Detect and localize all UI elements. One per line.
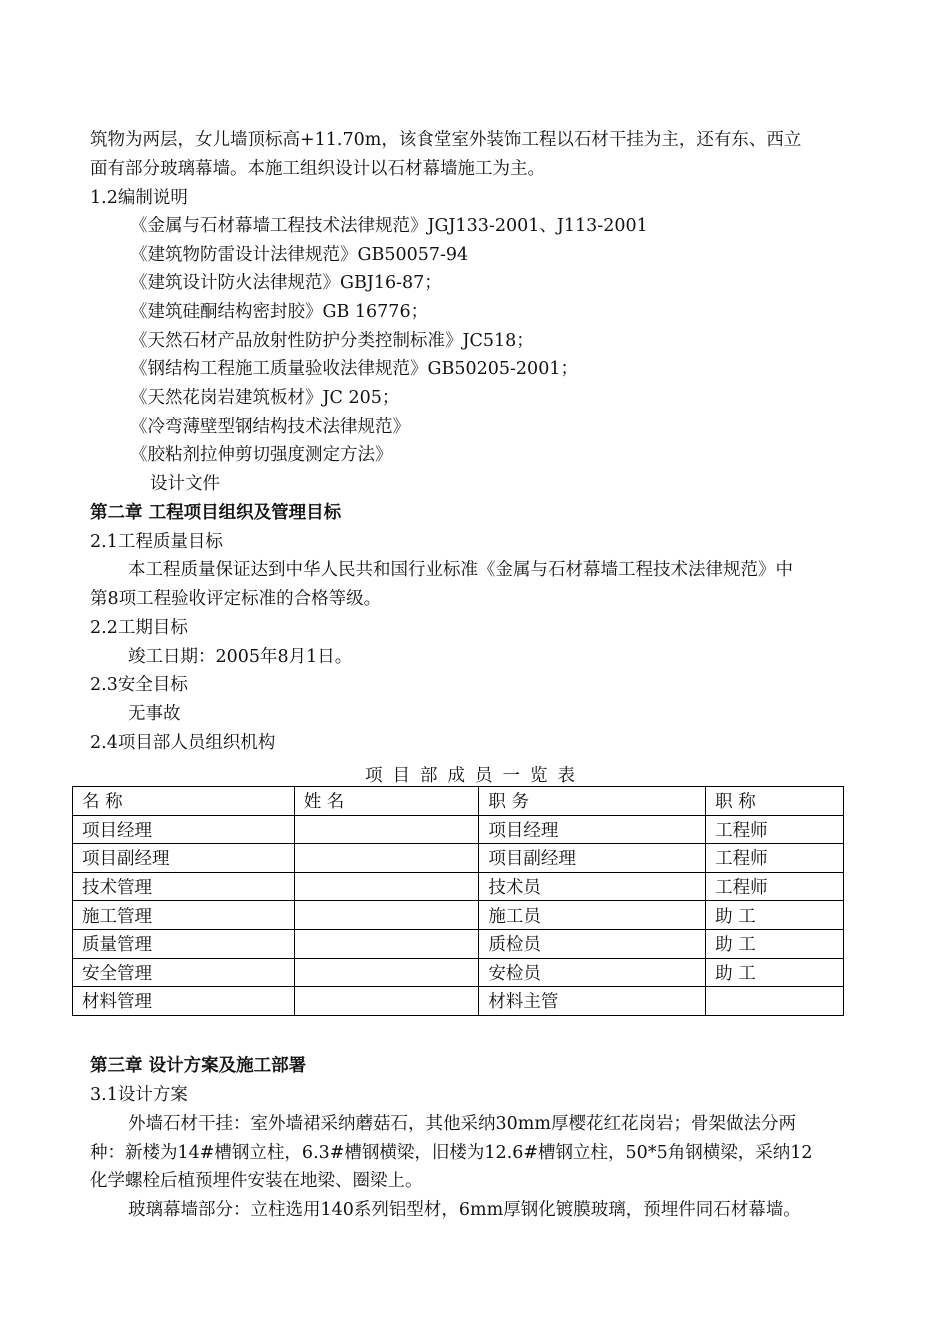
table-cell bbox=[294, 815, 479, 844]
table-cell: 项目经理 bbox=[479, 815, 706, 844]
table-row bbox=[73, 815, 844, 844]
table-row bbox=[73, 872, 844, 901]
table-cell bbox=[294, 901, 479, 930]
table-cell bbox=[294, 929, 479, 958]
table-row bbox=[73, 958, 844, 987]
paragraph-line: 无事故 bbox=[128, 704, 181, 724]
section-heading: 2.1工程质量目标 bbox=[90, 532, 223, 552]
table-row bbox=[73, 901, 844, 930]
paragraph-line: 筑物为两层，女儿墙顶标高+11.70m，该食堂室外装饰工程以石材干挂为主，还有东、西立 bbox=[90, 130, 802, 150]
reference-item: 《胶粘剂拉伸剪切强度测定方法》 bbox=[130, 445, 393, 465]
table-cell bbox=[294, 844, 479, 873]
table-cell bbox=[294, 958, 479, 987]
table-cell: 施工员 bbox=[479, 901, 706, 930]
paragraph-line: 外墙石材干挂：室外墙裙采纳蘑菇石，其他采纳30mm厚樱花红花岗岩；骨架做法分两 bbox=[128, 1114, 796, 1134]
table-cell: 安全管理 bbox=[73, 958, 295, 987]
table-header-row bbox=[73, 787, 844, 816]
reference-item: 《天然石材产品放射性防护分类控制标准》JC518； bbox=[130, 331, 534, 351]
table-cell: 工程师 bbox=[706, 815, 844, 844]
section-heading: 2.3安全目标 bbox=[90, 675, 188, 695]
table-cell: 材料管理 bbox=[73, 987, 295, 1016]
reference-item: 《钢结构工程施工质量验收法律规范》GB50205-2001； bbox=[130, 359, 578, 379]
section-heading: 2.2工期目标 bbox=[90, 618, 188, 638]
reference-item: 《冷弯薄壁型钢结构技术法律规范》 bbox=[130, 417, 410, 437]
table-cell: 安检员 bbox=[479, 958, 706, 987]
table-cell: 助 工 bbox=[706, 901, 844, 930]
table-cell: 工程师 bbox=[706, 844, 844, 873]
paragraph-line: 种：新楼为14#槽钢立柱，6.3#槽钢横梁，旧楼为12.6#槽钢立柱，50*5角钢横梁，采纳12 bbox=[90, 1143, 813, 1163]
section-heading: 3.1设计方案 bbox=[90, 1085, 188, 1105]
table-cell: 助 工 bbox=[706, 929, 844, 958]
reference-item: 《金属与石材幕墙工程技术法律规范》JGJ133-2001、J113-2001 bbox=[130, 216, 648, 236]
paragraph-line: 本工程质量保证达到中华人民共和国行业标准《金属与石材幕墙工程技术法律规范》中 bbox=[128, 560, 793, 580]
reference-item: 设计文件 bbox=[150, 474, 220, 494]
reference-item: 《建筑物防雷设计法律规范》GB50057-94 bbox=[130, 245, 469, 265]
table-cell: 材料主管 bbox=[479, 987, 706, 1016]
reference-item: 《建筑设计防火法律规范》GBJ16-87； bbox=[130, 273, 442, 293]
table-cell: 助 工 bbox=[706, 958, 844, 987]
table-row bbox=[73, 844, 844, 873]
table-cell bbox=[706, 987, 844, 1016]
member-table bbox=[72, 786, 844, 1016]
table-cell: 质量管理 bbox=[73, 929, 295, 958]
table-row bbox=[73, 987, 844, 1016]
table-cell: 工程师 bbox=[706, 872, 844, 901]
reference-item: 《天然花岗岩建筑板材》JC 205； bbox=[130, 388, 400, 408]
header-cell: 职 称 bbox=[706, 787, 844, 816]
table-cell: 技术管理 bbox=[73, 872, 295, 901]
table-cell bbox=[294, 987, 479, 1016]
reference-item: 《建筑硅酮结构密封胶》GB 16776； bbox=[130, 302, 429, 322]
table-cell: 技术员 bbox=[479, 872, 706, 901]
table-cell: 项目副经理 bbox=[73, 844, 295, 873]
chapter-heading: 第三章 设计方案及施工部署 bbox=[90, 1056, 307, 1076]
paragraph-line: 第8项工程验收评定标准的合格等级。 bbox=[90, 589, 382, 609]
header-cell: 名 称 bbox=[73, 787, 295, 816]
paragraph-line: 化学螺栓后植预埋件安装在地梁、圈梁上。 bbox=[90, 1171, 423, 1191]
header-cell: 职 务 bbox=[479, 787, 706, 816]
table-cell: 项目副经理 bbox=[479, 844, 706, 873]
section-heading: 1.2编制说明 bbox=[90, 188, 188, 208]
table-cell: 项目经理 bbox=[73, 815, 295, 844]
header-cell: 姓 名 bbox=[294, 787, 479, 816]
section-heading: 2.4项目部人员组织机构 bbox=[90, 733, 276, 753]
table-caption: 项目部成员一览表 bbox=[365, 766, 585, 786]
chapter-heading: 第二章 工程项目组织及管理目标 bbox=[90, 503, 342, 523]
table-cell bbox=[294, 872, 479, 901]
table-row bbox=[73, 929, 844, 958]
table-cell: 质检员 bbox=[479, 929, 706, 958]
paragraph-line: 竣工日期：2005年8月1日。 bbox=[128, 647, 353, 667]
paragraph-line: 玻璃幕墙部分：立柱选用140系列铝型材，6mm厚钢化镀膜玻璃，预埋件同石材幕墙。 bbox=[128, 1200, 801, 1220]
table-cell: 施工管理 bbox=[73, 901, 295, 930]
paragraph-line: 面有部分玻璃幕墙。本施工组织设计以石材幕墙施工为主。 bbox=[90, 159, 545, 179]
